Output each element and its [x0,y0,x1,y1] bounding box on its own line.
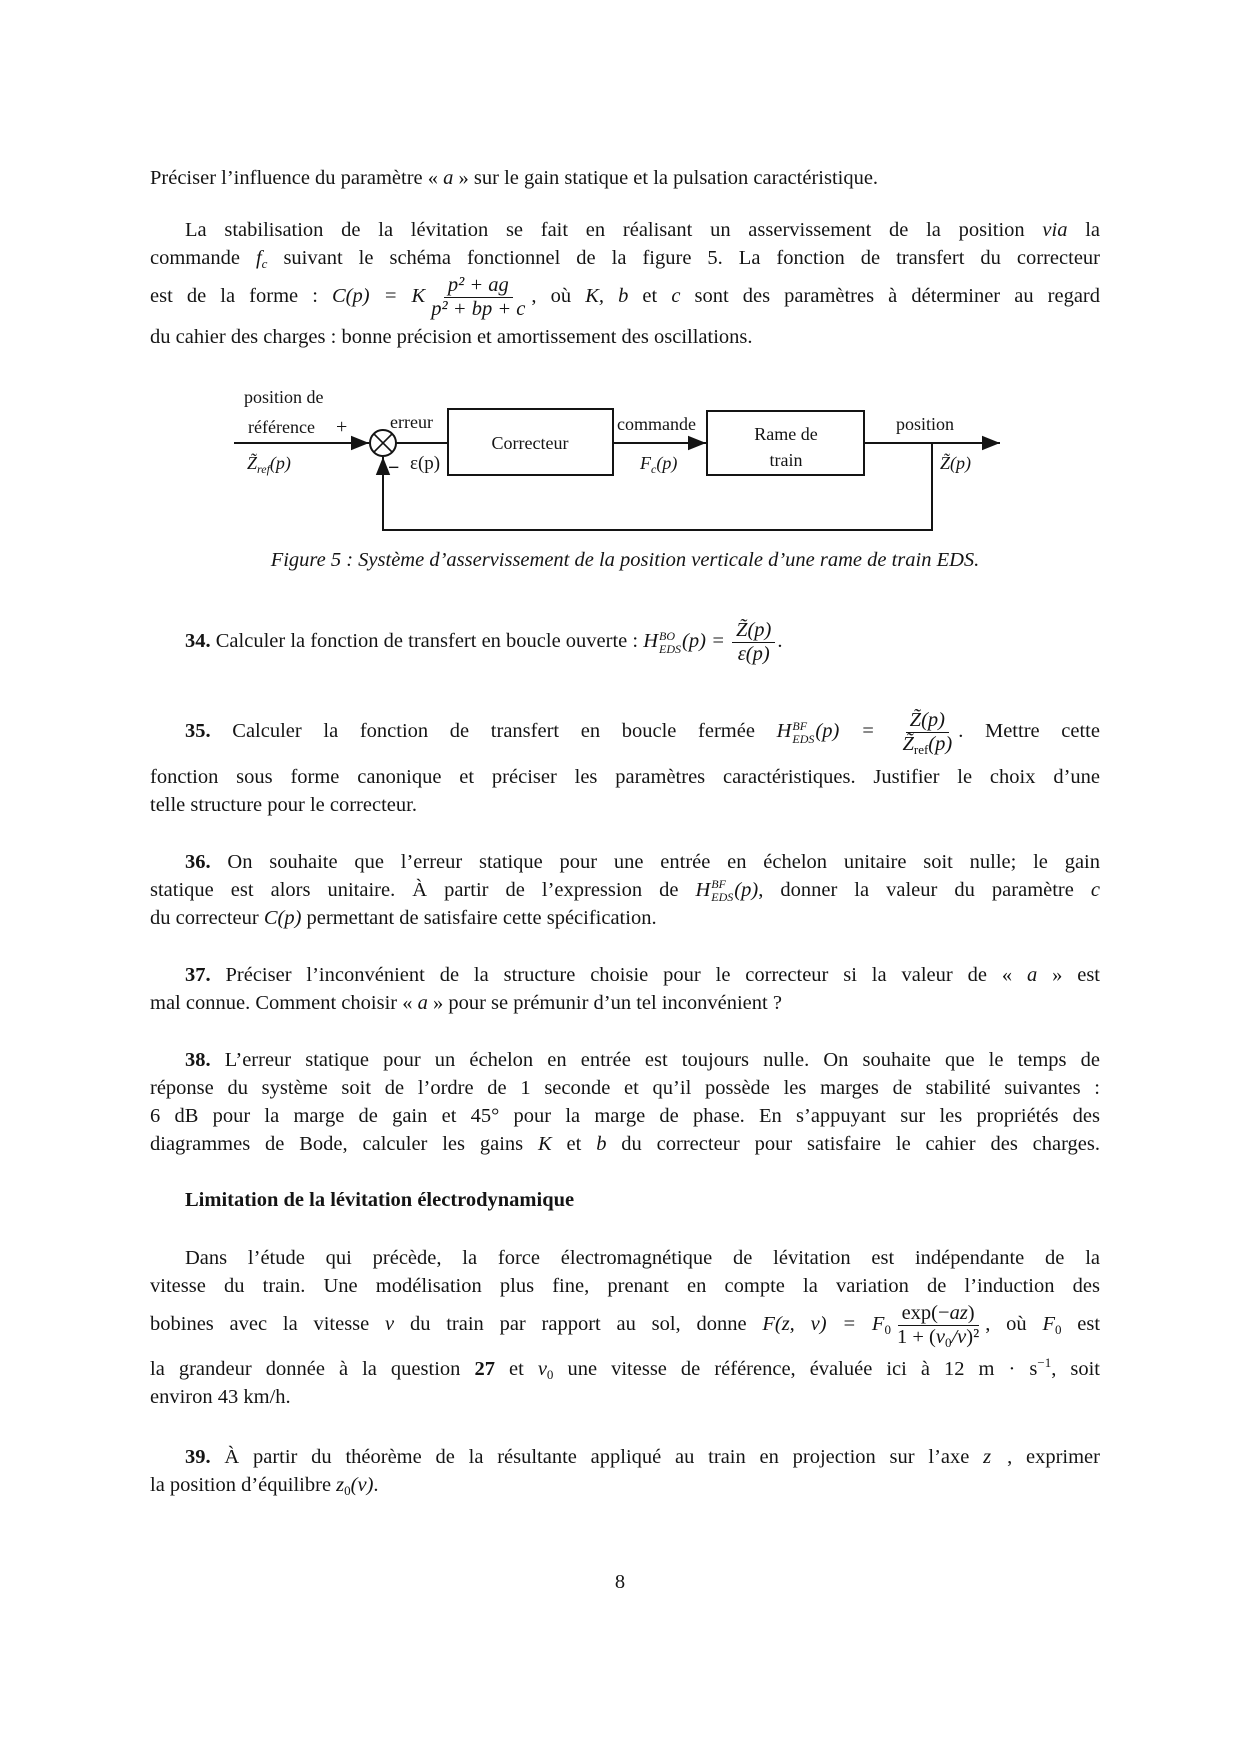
math-v0: v [537,1358,547,1380]
math-z0: z [336,1474,345,1496]
reference-signal-subscript: ref [257,462,270,476]
text: suivant le schéma fonctionnel de la figure 5. La fonction de transfert du correcteur [267,247,1100,269]
paragraph-levitation-line-4 [150,1355,1100,1383]
command-signal-subscript: c [651,462,657,476]
denominator-part: 1 + ( [896,1326,936,1348]
text: Calculer la fonction de transfert en boucle ouverte : [210,630,644,653]
text: Calculer la fonction de transfert en boucle fermée [210,720,777,743]
text: fonction sous forme canonique et préciser les paramètres caractéristiques. Justifier le choix d’une [150,766,1100,788]
fraction-denominator: ε(p) [737,643,770,665]
paragraph-stabilisation-line-3 [150,274,1100,321]
math-cp: C(p) [263,907,302,929]
text: du cahier des charges : bonne précision et amortissement des oscillations. [150,326,753,348]
question-39-line-1 [150,1443,1100,1471]
denominator-subscript: ref [913,742,929,757]
text: environ 43 km/h. [150,1386,291,1408]
text: » pour se prémunir d’un tel inconvénient ? [427,992,782,1014]
text: sont des paramètres à déterminer au regard [680,285,1101,308]
paragraph-stabilisation-line-4 [150,323,1100,351]
subscript: EDS [659,641,682,656]
text: commande [150,247,256,269]
text-italic-via: via [1042,219,1068,241]
question-37-line-1 [150,961,1100,989]
text: la position d’équilibre [150,1474,337,1496]
numerator-part: exp(− [901,1302,950,1324]
text: telle structure pour le correcteur. [150,794,417,816]
text: est de la forme : [150,285,332,308]
text: Préciser l’inconvénient de la structure choisie pour le correcteur si la valeur de « [210,964,1027,986]
text: Dans l’étude qui précède, la force électromagnétique de lévitation est indépendante de la [185,1247,1100,1269]
plus-sign: + [336,416,348,438]
page-number: 8 [614,1571,626,1593]
question-number: 35. [185,720,211,743]
superscript: BF [792,718,808,733]
question-35-line-3 [150,791,1100,819]
text: une vitesse de référence, évaluée ici à 12 m · s [553,1358,1038,1380]
math-z0-argument: (v) [350,1474,374,1496]
subscript: EDS [792,731,815,746]
text: . [777,630,783,653]
math-text: (p) [734,879,759,901]
math-fraction [732,619,775,666]
question-36-line-1 [150,848,1100,876]
figure-caption: Figure 5 : Système d’asservissement de la position verticale d’une rame de train EDS. [270,549,980,571]
unit-exponent: −1 [1037,1355,1052,1370]
text: et [628,285,672,308]
superscript: BF [711,877,726,892]
text: . [373,1474,379,1496]
fraction-denominator: p² + bp + c [431,298,526,320]
fraction-numerator: Z̃(p) [732,619,775,643]
math-a: a [443,167,454,189]
text: du correcteur pour satisfaire le cahier des charges. [606,1133,1101,1155]
fraction-numerator: Z̃(p) [906,709,949,733]
math-f0: F [1042,1313,1055,1336]
text: du correcteur [150,907,264,929]
block-diagram [230,380,1020,545]
text: et [494,1358,538,1380]
numerator-part: ) [967,1302,975,1324]
math-k-b: K, b [585,285,629,308]
math-h-indices [711,878,733,904]
command-signal-argument: (p) [656,453,678,473]
question-38-line-4 [150,1130,1100,1158]
text: du train par rapport au sol, donne [394,1313,763,1336]
text: L’erreur statique pour un échelon en entrée est toujours nulle. On souhaite que le temps de [210,1049,1100,1071]
paragraph-stabilisation-line-1 [150,216,1100,244]
math-c: c [1090,879,1100,901]
math-force-fraction [893,1302,983,1349]
fraction-denominator [893,1326,983,1349]
paragraph-a-influence [150,164,1100,192]
question-38-line-1 [150,1046,1100,1074]
numerator-part: az [949,1302,968,1324]
text: À partir du théorème de la résultante appliqué au train en projection sur l’axe [210,1446,984,1468]
math-k: K [538,1133,552,1155]
math-corrector-fraction [427,274,529,321]
question-number: 34. [185,630,211,653]
math-a: a [417,992,428,1014]
math-v: v [385,1313,395,1336]
question-number: 36. [185,851,211,873]
reference-label-line-2: référence [248,417,315,437]
text: la [1067,219,1100,241]
train-label-line-2: train [769,450,803,470]
math-b: b [596,1133,607,1155]
reference-signal-z: Z̃ [247,453,258,473]
question-38-line-3 [150,1102,1100,1130]
error-signal: ε(p) [410,453,441,474]
paragraph-levitation-line-3 [150,1302,1100,1349]
math-corrector-lhs: C(p) = K [331,285,426,308]
text: vitesse du train. Une modélisation plus fine, prenant en compte la variation de l’induction des [150,1275,1100,1297]
math-fraction [898,709,956,756]
math-h: H [643,630,659,653]
text: . Mettre cette [958,720,1100,743]
text: diagrammes de Bode, calculer les gains [150,1133,538,1155]
text: statique est alors unitaire. À partir de l’expression de [150,879,696,901]
paragraph-levitation-line-5 [150,1383,1100,1411]
text: On souhaite que l’erreur statique pour une entrée en échelon unitaire soit nulle; le gain [210,851,1100,873]
train-label-line-1: Rame de [754,424,818,444]
question-number: 37. [185,964,211,986]
paragraph-levitation-line-1 [150,1244,1100,1272]
math-f0-subscript: 0 [1054,1322,1062,1338]
superscript: BO [659,628,676,643]
minus-sign: − [388,457,400,479]
math-text: (p) = [815,720,897,743]
denominator-z: Z̃ [902,733,914,755]
output-signal: Z̃(p) [940,453,971,473]
subscript: EDS [711,890,734,905]
denominator-part: v [935,1326,945,1348]
fraction-numerator: p² + ag [444,274,513,298]
denominator-subscript: 0 [944,1335,952,1350]
math-c: c [671,285,681,308]
denominator-part: )² [966,1326,980,1348]
math-force-subscript: 0 [884,1322,891,1338]
reference-label-line-1: position de [244,387,324,407]
error-label: erreur [390,412,433,432]
math-text: (p) = [682,630,731,653]
math-f: f [255,247,262,269]
math-v0-subscript: 0 [546,1367,554,1382]
question-39-line-2 [150,1471,1100,1499]
command-signal-f: F [640,453,651,473]
math-a: a [1026,964,1038,986]
math-z0-subscript: 0 [344,1483,351,1498]
text: réponse du système soit de l’ordre de 1 seconde et qu’il possède les marges de stabilité suivantes : [150,1077,1100,1099]
text: et [551,1133,597,1155]
question-35-line-1 [150,709,1100,756]
fraction-numerator [898,1302,979,1326]
math-z-vector: z⃗ [983,1446,1008,1468]
question-number: 38. [185,1049,211,1071]
question-36-line-3 [150,904,1100,932]
math-h: H [776,720,792,743]
question-34 [150,619,1100,666]
text: la grandeur donnée à la question [150,1358,475,1380]
question-36-line-2 [150,876,1100,904]
text: , donner la valeur du paramètre [758,879,1091,901]
question-number: 39. [185,1446,211,1468]
math-f-subscript: c [261,256,268,271]
math-h-indices [659,630,681,656]
text: » sur le gain statique et la pulsation caractéristique. [453,167,879,189]
denominator-part: /v [951,1326,967,1348]
math-h: H [695,879,711,901]
question-reference: 27 [474,1358,495,1380]
fraction-denominator [898,733,956,756]
text: mal connue. Comment choisir « [150,992,418,1014]
reference-signal-argument: (p) [269,453,291,473]
paragraph-levitation-line-2 [150,1272,1100,1300]
text: 6 dB pour la marge de gain et 45° pour la marge de phase. En s’appuyant sur les propriétés des [150,1105,1100,1127]
command-label: commande [617,414,696,434]
math-h-indices [792,720,814,746]
output-label: position [896,414,955,434]
text: La stabilisation de la lévitation se fait en réalisant un asservissement de la position [185,219,1043,241]
text: , soit [1051,1358,1100,1380]
question-35-line-2 [150,763,1100,791]
math-force: F(z, v) = F [762,1313,885,1336]
text: » est [1037,964,1100,986]
text: , exprimer [1007,1446,1100,1468]
text: est [1061,1313,1101,1336]
question-38-line-2 [150,1074,1100,1102]
text: , où [531,285,586,308]
text: , où [985,1313,1043,1336]
text: permettant de satisfaire cette spécification. [301,907,657,929]
section-heading: Limitation de la lévitation électrodynamique [185,1189,575,1211]
paragraph-stabilisation-line-2 [150,244,1100,272]
command-signal [639,453,677,476]
denominator-argument: (p) [928,733,953,755]
reference-signal [247,453,291,476]
question-37-line-2 [150,989,1100,1017]
text: Préciser l’influence du paramètre « [150,167,444,189]
text: bobines avec la vitesse [150,1313,386,1336]
corrector-label: Correcteur [491,433,569,453]
